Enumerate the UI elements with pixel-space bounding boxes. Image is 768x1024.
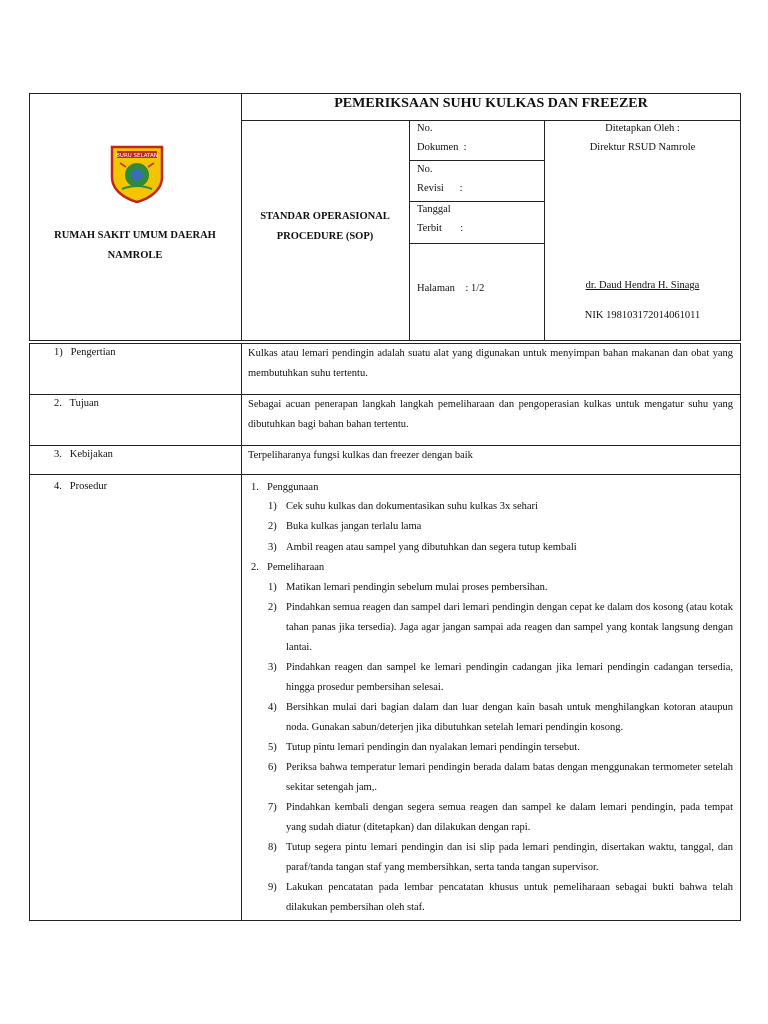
set-by-role: Direktur RSUD Namrole xyxy=(589,142,696,153)
signer-name: dr. Daud Hendra H. Sinaga xyxy=(585,280,700,291)
hospital-logo xyxy=(108,143,166,203)
hospital-name-line2: NAMROLE xyxy=(107,250,163,261)
list-item-num: 2) xyxy=(268,602,277,613)
list-item-num: 3) xyxy=(268,662,277,673)
list-item: Lakukan pencatatan pada lembar pencatatan khusus untuk pemeliharaan sebagai bukti bahwa telah dilakukan pembersihan oleh staf. xyxy=(286,882,733,913)
list-item: Pindahkan reagen dan sampel ke lemari pendingin cadangan jika lemari pendingin cadangan tersedia, hingga prosedur pembersihan selesai. xyxy=(286,662,733,693)
section-label-prosedur: 4. Prosedur xyxy=(54,481,108,492)
hospital-name-line1: RUMAH SAKIT UMUM DAERAH xyxy=(54,230,216,241)
list-item: Buka kulkas jangan terlalu lama xyxy=(286,521,422,532)
list-item-num: 1) xyxy=(268,501,277,512)
signer-nik: NIK 198103172014061011 xyxy=(584,310,701,321)
list-item: Tutup segera pintu lemari pendingin dan isi slip pada lemari pendingin, disertakan waktu, tanggal, dan paraf/tanda tangan staf yang membersihkan, serta tanda tangan supervisor. xyxy=(286,842,733,873)
rev-no-label2: Revisi : xyxy=(417,183,463,194)
section-label-kebijakan: 3. Kebijakan xyxy=(54,449,113,460)
rev-no-label1: No. xyxy=(417,164,433,175)
section-label-pengertian: 1) Pengertian xyxy=(54,347,116,358)
group-title: Penggunaan xyxy=(267,482,319,493)
list-item-num: 6) xyxy=(268,762,277,773)
date-label2: Terbit : xyxy=(417,223,464,234)
section-text-pengertian: Kulkas atau lemari pendingin adalah suatu alat yang digunakan untuk menyimpan bahan makanan dan obat yang membutuhkan suhu tertentu. xyxy=(248,348,733,379)
list-item: Periksa bahwa temperatur lemari pendingin berada dalam batas dengan menggunakan termometer setelah sekitar setengah jam,. xyxy=(286,762,733,793)
group-num: 2. xyxy=(251,562,259,573)
page-title: PEMERIKSAAN SUHU KULKAS DAN FREEZER xyxy=(334,96,648,111)
set-by-label: Ditetapkan Oleh : xyxy=(605,123,680,134)
list-item-num: 4) xyxy=(268,702,277,713)
date-label1: Tanggal xyxy=(417,204,451,215)
group-title: Pemeliharaan xyxy=(267,562,325,573)
list-item-num: 7) xyxy=(268,802,277,813)
list-item-num: 2) xyxy=(268,521,277,532)
section-text-kebijakan: Terpeliharanya fungsi kulkas dan freezer dengan baik xyxy=(248,450,473,461)
list-item: Pindahkan semua reagen dan sampel dari lemari pendingin dengan cepat ke dalam dos kosong (atau kotak tahan panas jika tersedia). Jaga agar jangan sampai ada reagen dan sampel yang kontak langsung dengan lantai. xyxy=(286,602,733,653)
list-item: Pindahkan kembali dengan segera semua reagen dan sampel ke dalam lemari pendingin, pada tempat yang sudah diatur (ditetapkan) dan dilakukan dengan rapi. xyxy=(286,802,733,833)
list-item: Cek suhu kulkas dan dokumentasikan suhu kulkas 3x sehari xyxy=(286,501,538,512)
page-label: Halaman : 1/2 xyxy=(417,283,485,294)
sop-label-line2: PROCEDURE (SOP) xyxy=(276,231,374,242)
list-item-num: 1) xyxy=(268,582,277,593)
section-text-tujuan: Sebagai acuan penerapan langkah langkah pemeliharaan dan pengoperasian kulkas untuk mengatur suhu yang dibutuhkan bagi bahan bahan tertentu. xyxy=(248,399,733,430)
list-item: Tutup pintu lemari pendingin dan nyalakan lemari pendingin tersebut. xyxy=(286,742,580,753)
logo-caption: BURU SELATAN xyxy=(116,153,158,159)
list-item-num: 9) xyxy=(268,882,277,893)
doc-no-label2: Dokumen : xyxy=(417,142,467,153)
list-item-num: 3) xyxy=(268,542,277,553)
list-item-num: 5) xyxy=(268,742,277,753)
group-num: 1. xyxy=(251,482,259,493)
sop-label-line1: STANDAR OPERASIONAL xyxy=(260,211,390,222)
doc-no-label1: No. xyxy=(417,123,433,134)
list-item: Bersihkan mulai dari bagian dalam dan luar dengan kain basah untuk menghilangkan kotoran ataupun noda. Gunakan sabun/deterjen jika dibutuhkan setelah lemari pendingin kosong. xyxy=(286,702,733,733)
list-item-num: 8) xyxy=(268,842,277,853)
section-label-tujuan: 2. Tujuan xyxy=(54,398,99,409)
list-item: Ambil reagen atau sampel yang dibutuhkan dan segera tutup kembali xyxy=(286,542,577,553)
list-item: Matikan lemari pendingin sebelum mulai proses pembersihan. xyxy=(286,582,548,593)
